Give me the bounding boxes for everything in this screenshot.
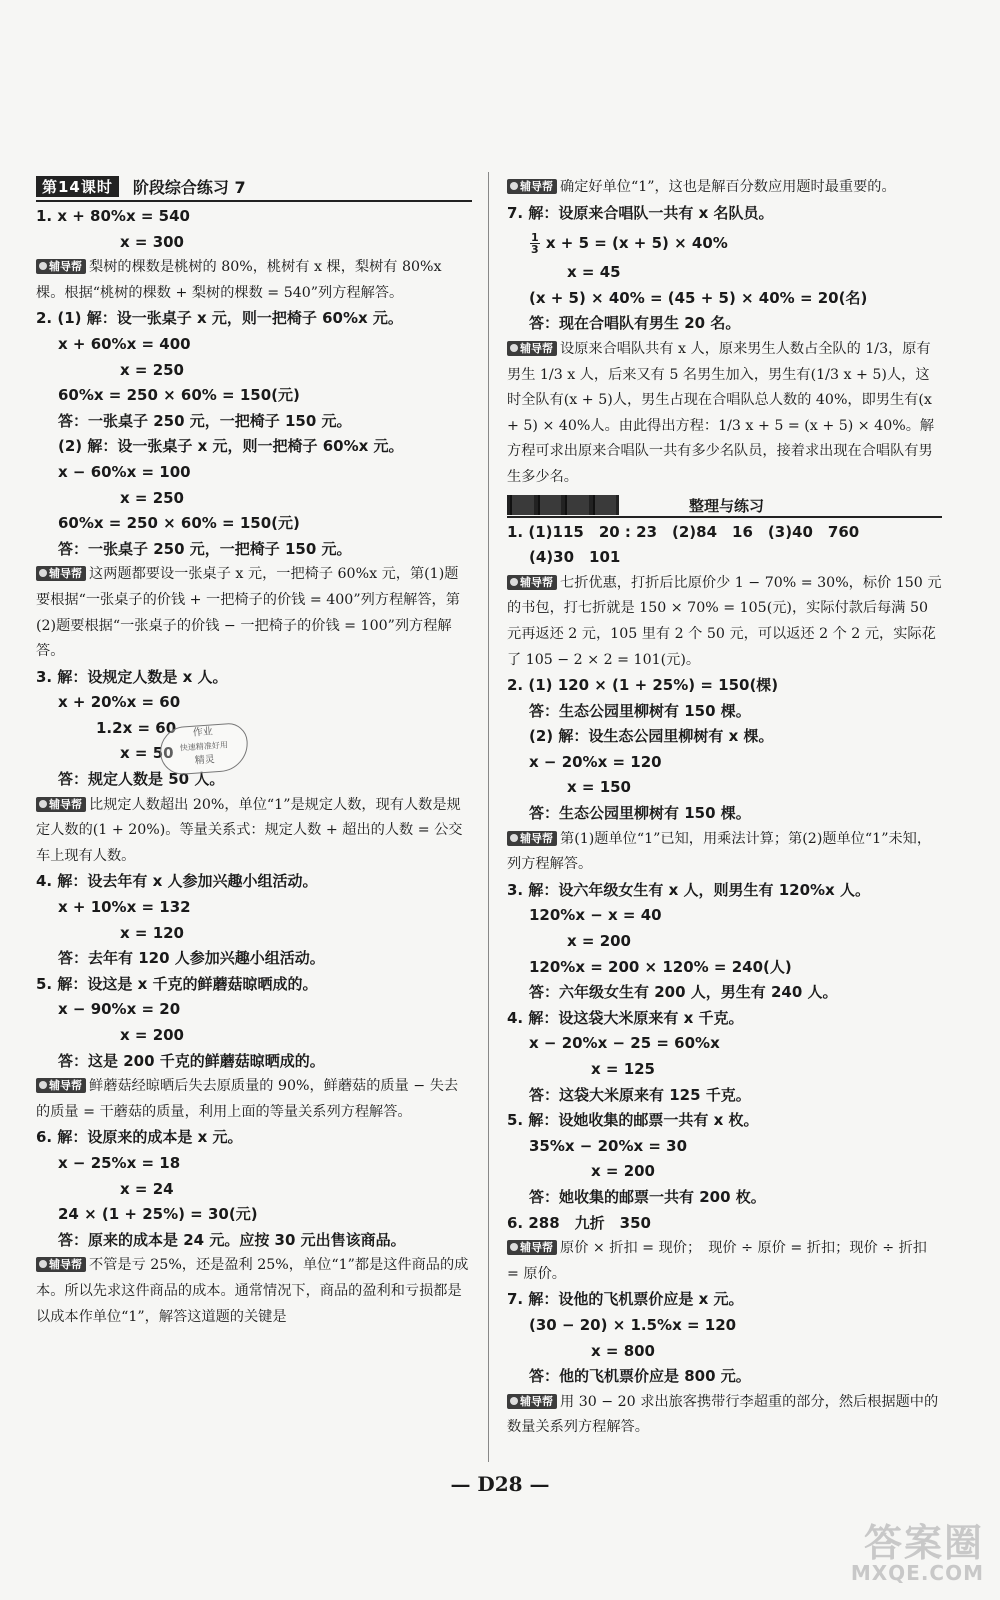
tutor-icon <box>510 834 518 842</box>
solution-line: 5. 解：设她收集的邮票一共有 x 枚。 <box>507 1111 759 1130</box>
solution-line: x − 20%x = 120 <box>529 752 662 771</box>
tutor-note <box>36 1074 472 1125</box>
solution-line: 6. 288 九折 350 <box>507 1213 651 1232</box>
equation-text: x + 5 = (x + 5) × 40% <box>545 234 728 253</box>
solution-line: x = 800 <box>591 1341 655 1360</box>
solution-line: x − 20%x − 25 = 60%x <box>529 1034 720 1053</box>
tutor-tag <box>507 831 557 846</box>
solution-line: (4)30 101 <box>529 548 621 567</box>
tutor-icon <box>39 569 47 577</box>
tutor-tag <box>36 566 86 581</box>
tutor-icon <box>39 1260 47 1268</box>
solution-line: 60%x = 250 × 60% = 150(元) <box>58 514 300 533</box>
solution-line: 7. 解：设他的飞机票价应是 x 元。 <box>507 1290 744 1309</box>
tutor-note-text: 原价 × 折扣 = 现价； 现价 ÷ 原价 = 折扣；现价 ÷ 折扣 = 原价。 <box>507 1240 927 1282</box>
solution-line: 5. 解：设这是 x 千克的鲜蘑菇晾晒成的。 <box>36 974 318 993</box>
right-column-bottom <box>507 520 942 1441</box>
right-column-mid <box>507 260 942 490</box>
solution-line: 4. 解：设这袋大米原来有 x 千克。 <box>507 1008 744 1027</box>
tutor-tag-label: 辅导帮 <box>49 797 82 811</box>
tutor-icon <box>510 1243 518 1251</box>
left-column <box>36 175 472 1330</box>
tutor-note-text: 第(1)题单位“1”已知，用乘法计算；第(2)题单位“1”未知，列方程解答。 <box>507 830 932 873</box>
solution-line: 答：规定人数是 50 人。 <box>58 770 225 789</box>
solution-line: x = 24 <box>120 1179 174 1198</box>
solution-line: x − 60%x = 100 <box>58 462 191 481</box>
solution-line: 答：去年有 120 人参加兴趣小组活动。 <box>58 949 325 968</box>
solution-line: 答：原来的成本是 24 元。应按 30 元出售该商品。 <box>58 1230 406 1249</box>
solution-line: x = 150 <box>567 778 631 797</box>
tutor-tag-label: 辅导帮 <box>49 1079 82 1093</box>
solution-line: 答：这袋大米原来有 125 千克。 <box>529 1085 751 1104</box>
solution-line: 答：生态公园里柳树有 150 棵。 <box>529 804 751 823</box>
solution-line: 答：六年级女生有 200 人，男生有 240 人。 <box>529 983 838 1002</box>
solution-line: x = 200 <box>567 932 631 951</box>
tutor-icon <box>39 262 47 270</box>
solution-line: x = 250 <box>120 488 184 507</box>
tutor-tag-label: 辅导帮 <box>49 567 82 581</box>
tutor-tag <box>507 341 557 356</box>
tutor-icon <box>39 1081 47 1089</box>
tutor-tag <box>36 1078 86 1093</box>
solution-line: x = 200 <box>120 1026 184 1044</box>
tutor-tag-label: 辅导帮 <box>520 575 553 589</box>
tutor-tag <box>507 575 557 590</box>
tutor-note <box>36 793 472 870</box>
solution-line: 35%x − 20%x = 30 <box>529 1136 688 1155</box>
section-title: 整理与练习 <box>689 496 765 515</box>
solution-line: 120%x − x = 40 <box>529 906 662 925</box>
solution-line: 答：现在合唱队有男生 20 名。 <box>529 314 741 333</box>
solution-line: 答：这是 200 千克的鲜蘑菇晾晒成的。 <box>58 1051 325 1070</box>
lesson-title: 阶段综合练习 7 <box>132 178 246 197</box>
fraction <box>530 232 540 255</box>
solution-line: 4. 解：设去年有 x 人参加兴趣小组活动。 <box>36 872 318 891</box>
tutor-note <box>507 827 942 878</box>
solution-line: 24 × (1 + 25%) = 30(元) <box>58 1205 258 1224</box>
right-column <box>507 175 942 1441</box>
tutor-icon <box>510 578 518 586</box>
solution-line: (x + 5) × 40% = (45 + 5) × 40% = 20(名) <box>529 288 868 307</box>
solution-line: x + 60%x = 400 <box>58 334 191 353</box>
stamp-line: 作业 <box>192 726 214 739</box>
solution-line: x − 90%x = 20 <box>58 1000 181 1019</box>
tutor-note-text: 用 30 − 20 求出旅客携带行李超重的部分，然后根据题中的数量关系列方程解答。 <box>507 1393 939 1436</box>
tutor-note <box>507 571 942 673</box>
solution-line: x − 25%x = 18 <box>58 1153 181 1172</box>
solution-line: 1. (1)115 20 : 23 (2)84 16 (3)40 760 <box>507 522 860 541</box>
solution-line: x = 250 <box>120 360 184 379</box>
lesson-badge: 第14课时 <box>36 176 119 197</box>
tutor-note <box>36 1253 472 1330</box>
tutor-tag <box>36 1257 86 1272</box>
solution-line: 答：她收集的邮票一共有 200 枚。 <box>529 1187 766 1206</box>
right-column-top <box>507 175 942 226</box>
stamp-line: 快速精准好用 <box>179 740 229 753</box>
solution-line: 答：一张桌子 250 元，一把椅子 150 元。 <box>58 539 352 558</box>
tutor-note-text: 不管是亏 25%，还是盈利 25%，单位“1”都是这件商品的成本。所以先求这件商品的成本。通常情况下，商品的盈利和亏损都是以成本作单位“1”，解答这道题的关键是 <box>36 1257 469 1325</box>
equation-line <box>507 226 942 260</box>
tutor-tag <box>507 179 557 194</box>
tutor-tag-label: 辅导帮 <box>520 341 553 355</box>
section-header <box>507 495 942 518</box>
tutor-note <box>507 1390 942 1441</box>
solution-line: 答：生态公园里柳树有 150 棵。 <box>529 701 751 720</box>
lesson-header <box>36 175 472 202</box>
solution-line: 120%x = 200 × 120% = 240(人) <box>529 957 792 976</box>
tutor-tag-label: 辅导帮 <box>49 260 82 274</box>
solution-line: x = 300 <box>120 232 184 251</box>
tutor-icon <box>510 182 518 190</box>
solution-line: 1. x + 80%x = 540 <box>36 207 190 225</box>
solution-line: x + 20%x = 60 <box>58 693 181 712</box>
tutor-tag <box>507 1394 557 1409</box>
tutor-icon <box>39 800 47 808</box>
solution-line: 60%x = 250 × 60% = 150(元) <box>58 386 300 405</box>
tutor-note-text: 这两题都要设一张桌子 x 元，一把椅子 60%x 元，第(1)题要根据“一张桌子的价钱 + 一把椅子的价钱 = 400”列方程解答，第(2)题要根据“一张桌子的价钱 − 一把椅子的价钱 = 100”列方程解答。 <box>36 566 460 660</box>
watermark <box>851 1512 984 1585</box>
solution-line: x = 200 <box>591 1162 655 1181</box>
fraction-numerator: 1 <box>531 231 539 245</box>
tutor-note <box>507 175 942 201</box>
tutor-icon <box>510 344 518 352</box>
solution-line: 答：一张桌子 250 元，一把椅子 150 元。 <box>58 411 352 430</box>
solution-line: 7. 解：设原来合唱队一共有 x 名队员。 <box>507 203 774 222</box>
tutor-note-text: 比规定人数超出 20%，单位“1”是规定人数，现有人数是规定人数的(1 + 20%)。等量关系式：规定人数 + 超出的人数 = 公交车上现有人数。 <box>36 796 463 864</box>
tutor-tag-label: 辅导帮 <box>520 180 553 193</box>
stamp-line: 精灵 <box>194 754 216 767</box>
solution-line: x = 125 <box>591 1060 655 1078</box>
left-column-body <box>36 204 472 1330</box>
solution-line: x = 120 <box>120 923 184 942</box>
tutor-tag <box>36 797 86 812</box>
watermark-cn: 答案圈 <box>863 1521 984 1565</box>
solution-line: (2) 解：设生态公园里柳树有 x 棵。 <box>529 727 774 746</box>
column-divider <box>488 172 489 1462</box>
tutor-tag-label: 辅导帮 <box>520 1241 553 1255</box>
tutor-tag <box>36 259 86 274</box>
section-badge <box>507 495 619 515</box>
tutor-note <box>507 337 942 491</box>
tutor-note-text: 设原来合唱队共有 x 人，原来男生人数占全队的 1/3，原有男生 1/3 x 人，后来又有 5 名男生加入，男生有(1/3 x + 5)人，这时全队有(x + 5)人，男生占现在合唱队总人数的 40%，即男生有(x + 5) × 40%人。由此得出方程：1/3 x + 5 = (x + 5) × 40%。解方程可求出原来合唱队一共有多少名队员，接着求出现在合唱队有男生多少名。 <box>507 340 935 485</box>
tutor-icon <box>510 1397 518 1405</box>
solution-line: x = 50 <box>120 744 174 763</box>
solution-line: x + 10%x = 132 <box>58 898 191 917</box>
solution-line: (2) 解：设一张桌子 x 元，则一把椅子 60%x 元。 <box>58 437 404 456</box>
solution-line: 3. 解：设规定人数是 x 人。 <box>36 667 228 686</box>
solution-line: 3. 解：设六年级女生有 x 人，则男生有 120%x 人。 <box>507 880 870 899</box>
tutor-tag-label: 辅导帮 <box>520 831 553 845</box>
solution-line: 1.2x = 60 <box>96 718 177 737</box>
solution-line: 6. 解：设原来的成本是 x 元。 <box>36 1128 243 1147</box>
tutor-note-text: 确定好单位“1”，这也是解百分数应用题时最重要的。 <box>560 179 896 195</box>
solution-line: 答：他的飞机票价应是 800 元。 <box>529 1367 751 1386</box>
page-number: — D28 — <box>450 1472 550 1496</box>
tutor-tag-label: 辅导帮 <box>49 1258 82 1272</box>
tutor-note <box>36 562 472 664</box>
solution-line: (30 − 20) × 1.5%x = 120 <box>529 1315 737 1334</box>
tutor-note <box>36 255 472 306</box>
tutor-tag <box>507 1240 557 1255</box>
solution-line: 2. (1) 120 × (1 + 25%) = 150(棵) <box>507 676 779 695</box>
watermark-en: MXQE.COM <box>850 1561 984 1585</box>
tutor-note-text: 梨树的棵数是桃树的 80%，桃树有 x 棵，梨树有 80%x 棵。根据“桃树的棵数 + 梨树的棵数 = 540”列方程解答。 <box>36 259 442 301</box>
tutor-note <box>507 1236 942 1287</box>
tutor-tag-label: 辅导帮 <box>520 1394 553 1408</box>
tutor-note-text: 鲜蘑菇经晾晒后失去原质量的 90%，鲜蘑菇的质量 − 失去的质量 = 干蘑菇的质量，利用上面的等量关系列方程解答。 <box>36 1078 459 1120</box>
solution-line: 2. (1) 解：设一张桌子 x 元，则一把椅子 60%x 元。 <box>36 309 403 328</box>
solution-line: x = 45 <box>567 263 621 282</box>
tutor-note-text: 七折优惠，打折后比原价少 1 − 70% = 30%，标价 150 元的书包，打七折就是 150 × 70% = 105(元)，实际付款后每满 50 元再返还 2 元，105 里有 2 个 50 元，可以返还 2 个 2 元，实际花了 105 − 2 × 2 = 101(元)。 <box>507 574 942 668</box>
fraction-denominator: 3 <box>531 243 539 257</box>
